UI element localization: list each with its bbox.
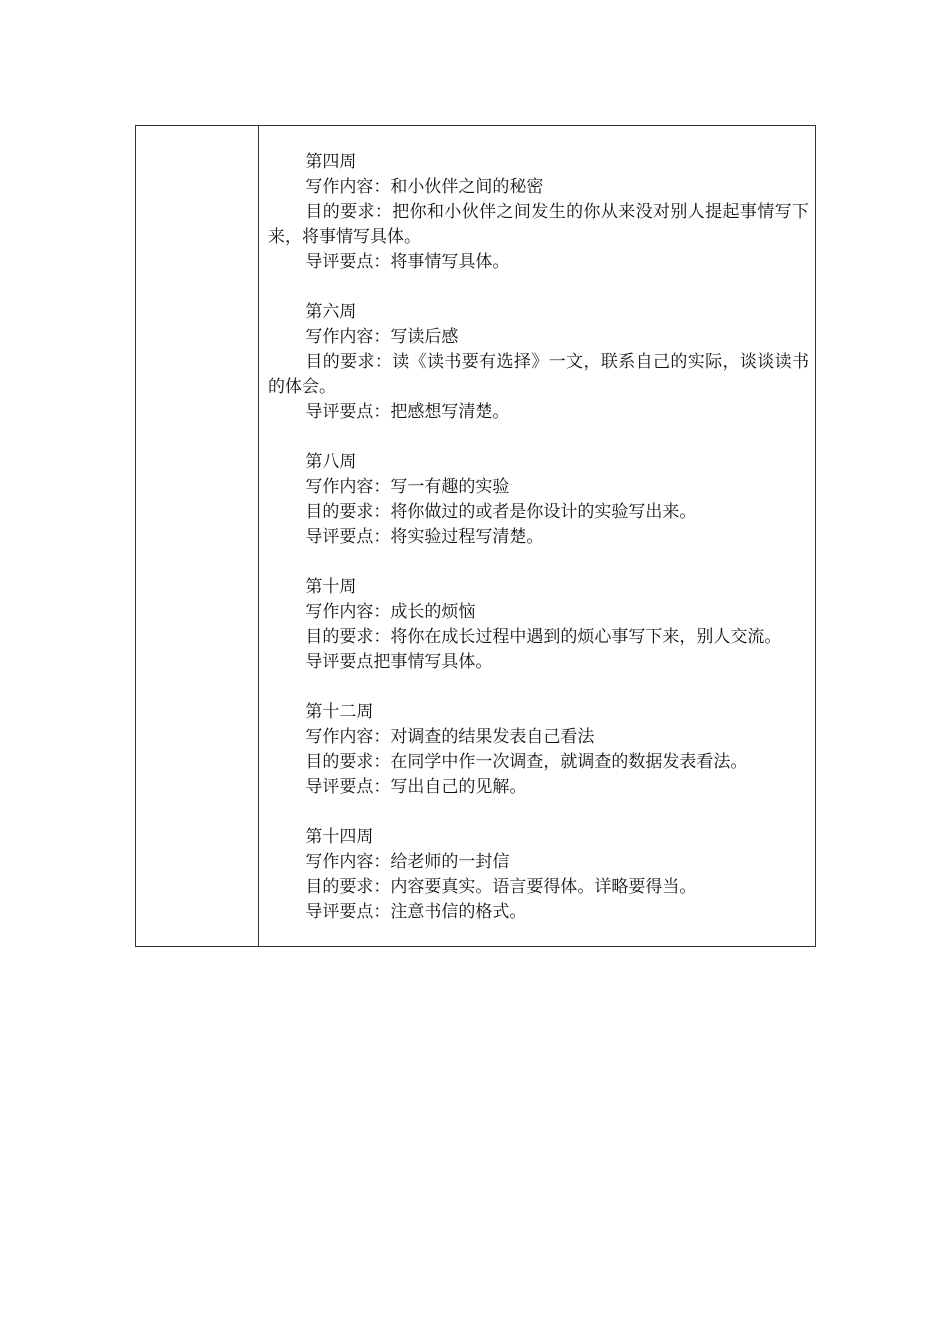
week-block <box>268 450 809 550</box>
week-block <box>268 150 809 275</box>
week-title: 第十四周 <box>305 827 374 847</box>
week-block <box>268 700 809 800</box>
review-points: 导评要点：把感想写清楚。 <box>305 402 510 422</box>
table-right-cell <box>259 126 815 946</box>
writing-content: 写作内容：给老师的一封信 <box>305 852 510 872</box>
week-title: 第六周 <box>305 302 357 322</box>
goal-requirement: 目的要求：读《读书要有选择》一文，联系自己的实际，谈谈读书的体会。 <box>268 352 809 397</box>
review-points: 导评要点：将事情写具体。 <box>305 252 510 272</box>
week-title: 第四周 <box>305 152 357 172</box>
goal-requirement: 目的要求：将你做过的或者是你设计的实验写出来。 <box>305 502 697 522</box>
review-points: 导评要点：写出自己的见解。 <box>305 777 527 797</box>
writing-content: 写作内容：对调查的结果发表自己看法 <box>305 727 595 747</box>
review-points: 导评要点把事情写具体。 <box>305 652 493 672</box>
week-block <box>268 300 809 425</box>
writing-content: 写作内容：和小伙伴之间的秘密 <box>305 177 544 197</box>
week-title: 第十二周 <box>305 702 374 722</box>
goal-requirement: 目的要求：内容要真实。语言要得体。详略要得当。 <box>305 877 697 897</box>
review-points: 导评要点：将实验过程写清楚。 <box>305 527 544 547</box>
writing-content: 写作内容：成长的烦恼 <box>305 602 476 622</box>
week-title: 第十周 <box>305 577 357 597</box>
goal-requirement: 目的要求：在同学中作一次调查，就调查的数据发表看法。 <box>305 752 748 772</box>
table-left-cell <box>136 126 259 946</box>
week-block <box>268 575 809 675</box>
week-block <box>268 825 809 925</box>
writing-content: 写作内容：写读后感 <box>305 327 459 347</box>
week-title: 第八周 <box>305 452 357 472</box>
writing-content: 写作内容：写一有趣的实验 <box>305 477 510 497</box>
goal-requirement: 目的要求：把你和小伙伴之间发生的你从来没对别人提起事情写下来，将事情写具体。 <box>268 202 809 247</box>
review-points: 导评要点：注意书信的格式。 <box>305 902 527 922</box>
plan-table <box>135 125 816 947</box>
goal-requirement: 目的要求：将你在成长过程中遇到的烦心事写下来，别人交流。 <box>305 627 782 647</box>
